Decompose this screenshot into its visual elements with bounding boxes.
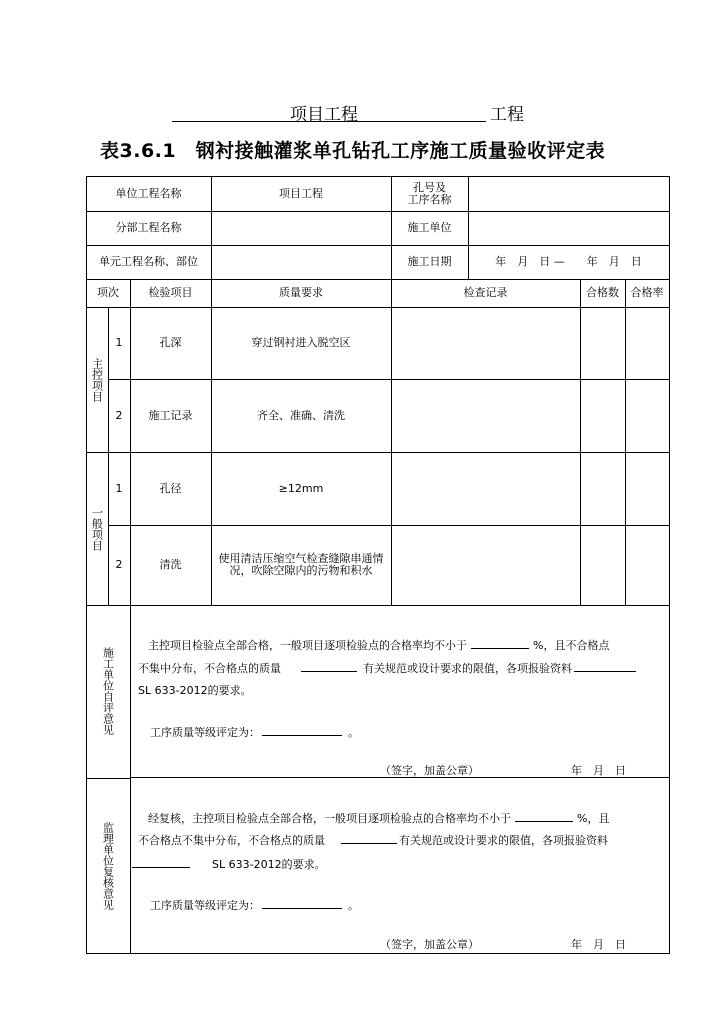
construction-unit-label: 施工单位 — [407, 221, 452, 234]
general-label-text: 一般项目 — [90, 506, 104, 551]
col-pass-count: 合格数 — [586, 286, 619, 299]
col-record: 检查记录 — [463, 286, 508, 299]
self-eval-line1a: 主控项目检验点全部合格，一般项目逐项检验点的合格率均不小于 — [148, 639, 467, 652]
table-row-item: 清洗 — [159, 558, 182, 571]
construction-date-value: 年 月 日 — 年 月 日 — [495, 255, 642, 268]
self-eval-grade-label: 工序质量等级评定为： — [150, 726, 260, 739]
self-eval-grade-blank[interactable] — [262, 724, 342, 736]
self-eval-quality-blank[interactable] — [301, 660, 357, 672]
supervisor-line1b: %，且 — [577, 812, 610, 825]
supervisor-line1 — [148, 810, 609, 826]
self-eval-label — [86, 605, 130, 777]
self-eval-grade-period: 。 — [348, 726, 359, 739]
hole-label-line2: 工序名称 — [407, 192, 452, 206]
element-project-label: 单元工程名称、部位 — [99, 255, 198, 268]
project-name: 项目工程 — [290, 105, 358, 125]
table-row-requirement: 使用清洁压缩空气检查缝隙串通情况，吹除空隙内的污物和积水 — [218, 552, 384, 577]
supervisor-line3 — [132, 856, 326, 872]
supervisor-line2b: 有关规范或设计要求的限值，各项报验资料 — [399, 834, 608, 847]
self-eval-grade — [150, 724, 359, 740]
self-eval-line1b: %，且不合格点 — [533, 639, 610, 652]
supervisor-line3-text: SL 633-2012的要求。 — [212, 858, 326, 871]
supervisor-sign: （签字，加盖公章） — [380, 938, 479, 951]
table-row-requirement: 穿过钢衬进入脱空区 — [251, 336, 351, 349]
table-row-no: 2 — [115, 408, 123, 422]
self-eval-line2a: 不集中分布，不合格点的质量 — [138, 662, 281, 675]
supervisor-line2a: 不合格点不集中分布，不合格点的质量 — [138, 834, 325, 847]
hole-label-line1: 孔号及 — [413, 180, 446, 194]
self-eval-line2b: 有关规范或设计要求的限值，各项报验资料 — [363, 662, 572, 675]
table-row-requirement: 齐全、准确、清洗 — [257, 408, 345, 422]
self-eval-rate-blank[interactable] — [471, 637, 529, 649]
supervisor-date: 年 月 日 — [571, 938, 626, 951]
table-row-no: 1 — [115, 336, 123, 349]
supervisor-line2 — [138, 832, 608, 848]
hole-process-label — [391, 176, 468, 211]
supervisor-rate-blank[interactable] — [515, 810, 573, 822]
table-row-no: 1 — [115, 481, 123, 495]
supervisor-label-text: 监理单位复核意见 — [101, 821, 115, 910]
supervisor-grade-label: 工序质量等级评定为： — [150, 899, 260, 912]
general-group-label — [86, 452, 108, 605]
division-project-label: 分部工程名称 — [115, 221, 182, 234]
supervisor-grade-period: 。 — [348, 899, 359, 912]
supervisor-line1a: 经复核，主控项目检验点全部合格，一般项目逐项检验点的合格率均不小于 — [148, 812, 511, 825]
self-eval-docs-blank[interactable] — [574, 660, 636, 672]
supervisor-grade-blank[interactable] — [262, 897, 342, 909]
table-row-item: 施工记录 — [148, 408, 193, 422]
self-eval-line3: SL 633-2012的要求。 — [138, 684, 252, 697]
self-eval-sign: （签字，加盖公章） — [380, 764, 479, 777]
self-eval-line1 — [148, 637, 609, 653]
supervisor-quality-blank[interactable] — [341, 832, 397, 844]
col-pass-rate: 合格率 — [630, 286, 664, 299]
table-row-item: 孔深 — [159, 336, 182, 349]
supervisor-label — [86, 778, 130, 953]
table-row-requirement: ≥12mm — [278, 481, 324, 495]
self-eval-date: 年 月 日 — [571, 764, 626, 777]
self-eval-line2 — [138, 660, 636, 676]
project-suffix: 工程 — [490, 105, 524, 125]
main-control-label-text: 主控项目 — [90, 357, 104, 402]
table-row-no: 2 — [115, 558, 123, 571]
form-title: 表3.6.1 钢衬接触灌浆单孔钻孔工序施工质量验收评定表 — [100, 140, 606, 162]
main-control-group-label — [86, 307, 108, 452]
unit-project-value: 项目工程 — [279, 186, 323, 200]
col-check-item: 检验项目 — [148, 286, 193, 299]
supervisor-docs-blank[interactable] — [132, 856, 190, 868]
supervisor-grade — [150, 897, 359, 913]
construction-date-label: 施工日期 — [407, 255, 452, 268]
col-item-no: 项次 — [97, 286, 119, 299]
table-row-item: 孔径 — [159, 481, 182, 495]
col-requirement: 质量要求 — [279, 286, 323, 299]
unit-project-label: 单位工程名称 — [115, 186, 182, 200]
self-eval-label-text: 施工单位自评意见 — [101, 647, 115, 735]
